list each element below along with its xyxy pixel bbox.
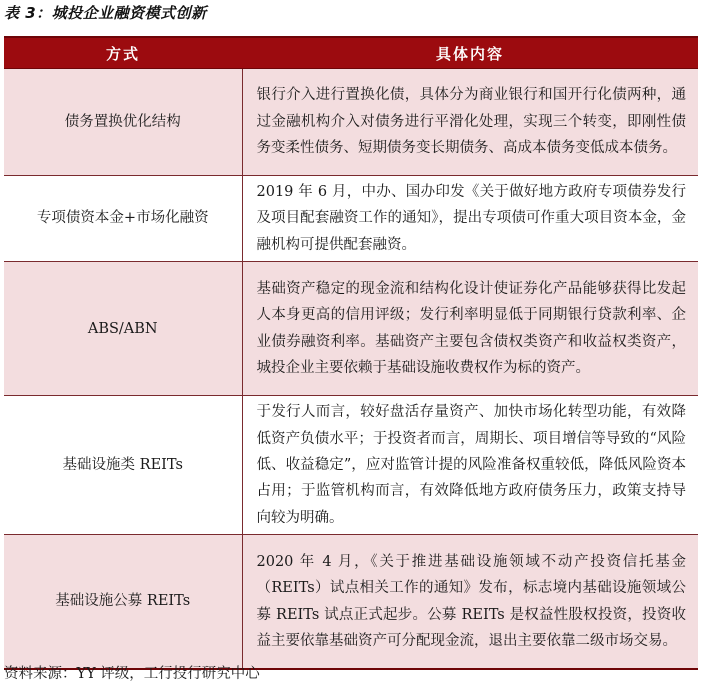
- header-content: 具体内容: [242, 37, 698, 69]
- row-method: ABS/ABN: [4, 262, 242, 396]
- table-row: [4, 262, 698, 396]
- table-caption: 表 3：城投企业融资模式创新: [4, 4, 207, 22]
- row-method: 债务置换优化结构: [4, 69, 242, 176]
- table-header-row: [4, 37, 698, 69]
- row-content: 2020 年 4 月，《关于推进基础设施领域不动产投资信托基金（REITs）试点相关工作的通知》发布，标志境内基础设施领域公募 REITs 试点正式起步。公募 REITs 是权益性股权投资，投资收益主要依靠基础资产可分配现金流，退出主要依靠二级市场交易。: [242, 535, 698, 669]
- row-content: 于发行人而言，较好盘活存量资产、加快市场化转型功能，有效降低资产负债水平；于投资者而言，周期长、项目增信等导致的“风险低、收益稳定”，应对监管计提的风险准备权重较低，降低风险资本占用；于监管机构而言，有效降低地方政府债务压力，政策支持导向较为明确。: [242, 396, 698, 535]
- financing-mode-table: [4, 36, 698, 670]
- source-note: 资料来源：YY 评级，工行投行研究中心: [4, 666, 260, 682]
- row-method: 专项债资本金+市场化融资: [4, 176, 242, 262]
- row-content: 基础资产稳定的现金流和结构化设计使证券化产品能够获得比发起人本身更高的信用评级；发行利率明显低于同期银行贷款利率、企业债券融资利率。基础资产主要包含债权类资产和收益权类资产，城投企业主要依赖于基础设施收费权作为标的资产。: [242, 262, 698, 396]
- row-method: 基础设施公募 REITs: [4, 535, 242, 669]
- row-content: 2019 年 6 月，中办、国办印发《关于做好地方政府专项债券发行及项目配套融资工作的通知》，提出专项债可作重大项目资本金，金融机构可提供配套融资。: [242, 176, 698, 262]
- table-row: [4, 535, 698, 669]
- table-row: [4, 176, 698, 262]
- row-method: 基础设施类 REITs: [4, 396, 242, 535]
- row-content: 银行介入进行置换化债，具体分为商业银行和国开行化债两种，通过金融机构介入对债务进行平滑化处理，实现三个转变，即刚性债务变柔性债务、短期债务变长期债务、高成本债务变低成本债务。: [242, 69, 698, 176]
- header-method: 方式: [4, 37, 242, 69]
- table-row: [4, 396, 698, 535]
- table-row: [4, 69, 698, 176]
